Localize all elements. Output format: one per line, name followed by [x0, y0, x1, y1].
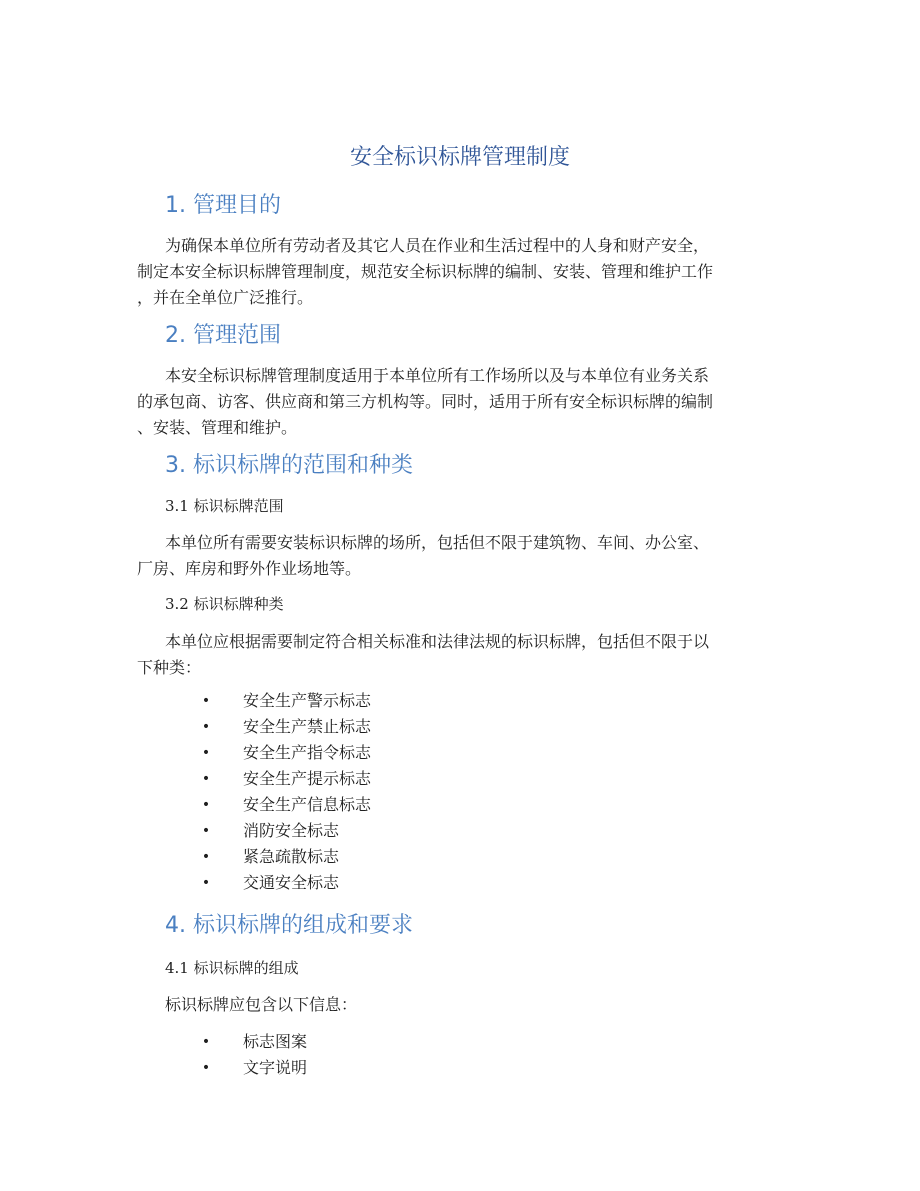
paragraph-line: 厂房、库房和野外作业场地等。 [137, 559, 362, 578]
subsection-4-1-title: 4.1 标识标牌的组成 [165, 959, 299, 977]
section-4-heading: 4. 标识标牌的组成和要求 [165, 913, 413, 938]
paragraph-line: 为确保本单位所有劳动者及其它人员在作业和生活过程中的人身和财产安全， [165, 236, 710, 255]
list-item-text: 标志图案 [243, 1032, 308, 1051]
bullet-icon: • [201, 823, 211, 839]
list-item-text: 消防安全标志 [243, 821, 340, 840]
list-item-text: 安全生产禁止标志 [243, 717, 372, 736]
list-item-text: 安全生产指令标志 [243, 743, 372, 762]
subsection-3-2-paragraph [137, 629, 787, 681]
bullet-icon: • [201, 849, 211, 865]
list-item-text: 安全生产警示标志 [243, 691, 372, 710]
bullet-icon: • [201, 719, 211, 735]
subsection-3-2-title: 3.2 标识标牌种类 [165, 595, 284, 613]
list-item-text: 交通安全标志 [243, 873, 340, 892]
section-1-heading: 1. 管理目的 [165, 193, 281, 218]
subsection-3-1-paragraph [137, 530, 787, 582]
section-1-paragraph [137, 233, 787, 311]
list-item-text: 文字说明 [243, 1058, 308, 1077]
paragraph-line: 本安全标识标牌管理制度适用于本单位所有工作场所以及与本单位有业务关系 [165, 366, 710, 385]
bullet-icon: • [201, 745, 211, 761]
bullet-icon: • [201, 693, 211, 709]
subsection-4-1-intro: 标识标牌应包含以下信息： [165, 995, 358, 1014]
paragraph-line: 的承包商、访客、供应商和第三方机构等。同时，适用于所有安全标识标牌的编制 [137, 392, 714, 411]
list-item-text: 安全生产提示标志 [243, 769, 372, 788]
section-3-heading: 3. 标识标牌的范围和种类 [165, 453, 413, 478]
list-item-text: 紧急疏散标志 [243, 847, 340, 866]
paragraph-line: 、安装、管理和维护。 [137, 418, 298, 437]
paragraph-line: ，并在全单位广泛推行。 [137, 288, 314, 307]
bullet-icon: • [201, 771, 211, 787]
paragraph-line: 本单位所有需要安装标识标牌的场所，包括但不限于建筑物、车间、办公室、 [165, 533, 710, 552]
section-2-paragraph [137, 363, 787, 441]
paragraph-line: 本单位应根据需要制定符合相关标准和法律法规的标识标牌，包括但不限于以 [165, 632, 710, 651]
document-title: 安全标识标牌管理制度 [349, 145, 570, 170]
list-item-text: 安全生产信息标志 [243, 795, 372, 814]
paragraph-line: 下种类： [137, 658, 202, 677]
subsection-3-1-title: 3.1 标识标牌范围 [165, 497, 284, 515]
section-2-heading: 2. 管理范围 [165, 323, 281, 348]
bullet-icon: • [201, 797, 211, 813]
bullet-icon: • [201, 875, 211, 891]
bullet-icon: • [201, 1034, 211, 1050]
bullet-icon: • [201, 1060, 211, 1076]
paragraph-line: 制定本安全标识标牌管理制度，规范安全标识标牌的编制、安装、管理和维护工作 [137, 262, 714, 281]
